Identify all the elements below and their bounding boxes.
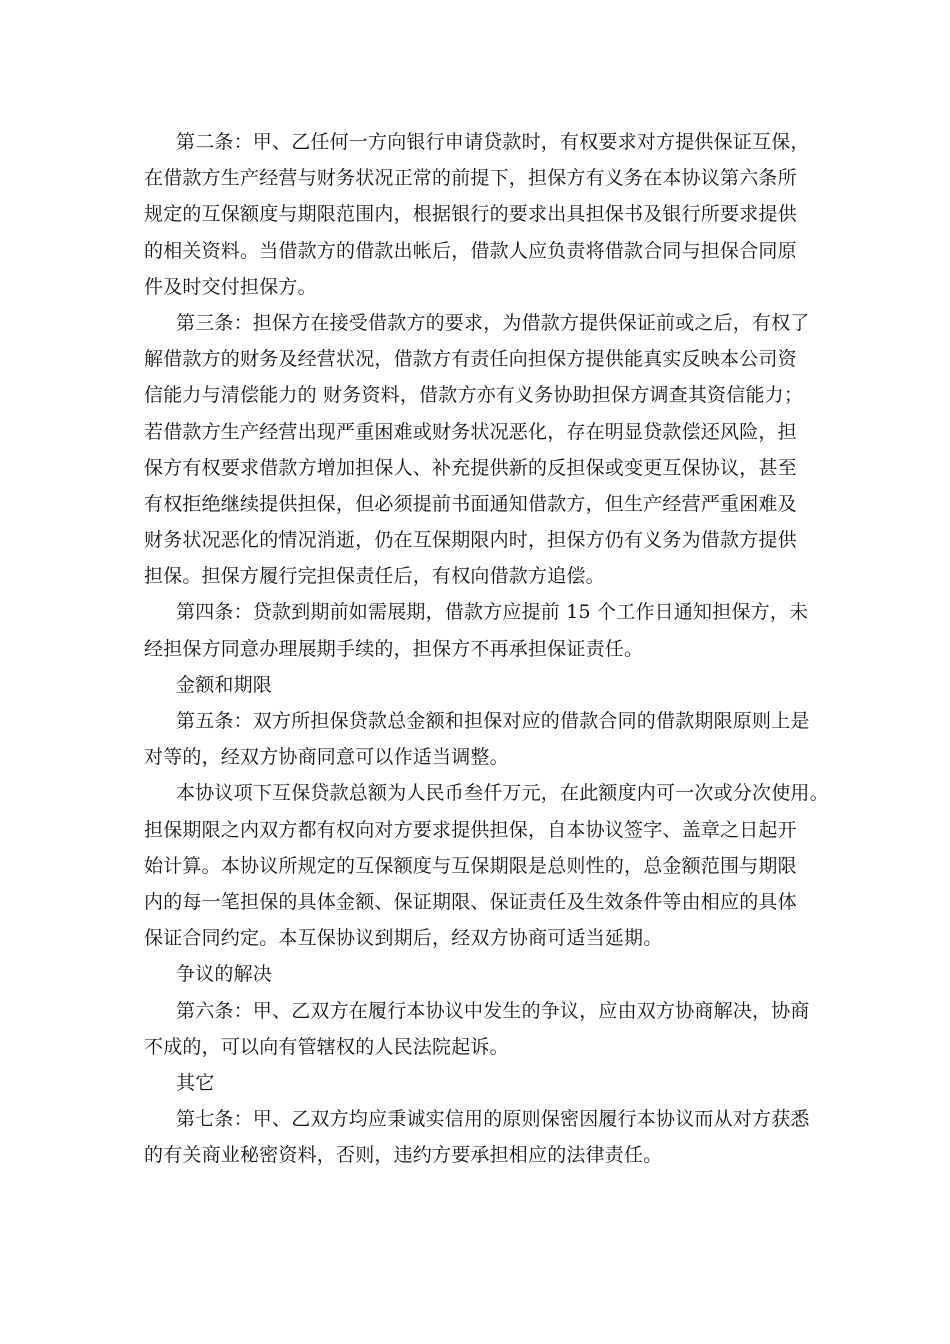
text-line: 财务状况恶化的情况消逝，仍在互保期限内时，担保方仍有义务为借款方提供	[144, 529, 797, 552]
text-line: 经担保方同意办理展期手续的，担保方不再承担保证责任。	[144, 637, 644, 660]
text-line: 第五条：双方所担保贷款总金额和担保对应的借款合同的借款期限原则上是	[176, 710, 810, 732]
text-line: 其它	[176, 1071, 215, 1094]
text-line: 规定的互保额度与期限范围内，根据银行的要求出具担保书及银行所要求提供	[144, 203, 797, 226]
text-line: 第六条：甲、乙双方在履行本协议中发生的争议，应由双方协商解决，协商	[176, 999, 810, 1022]
text-line: 解借款方的财务及经营状况，借款方有责任向担保方提供能真实反映本公司资	[144, 348, 797, 371]
text-line: 金额和期限	[176, 673, 273, 696]
text-line: 的相关资料。当借款方的借款出帐后，借款人应负责将借款合同与担保合同原	[144, 239, 797, 262]
text-line: 有权拒绝继续提供担保，但必须提前书面通知借款方，但生产经营严重困难及	[144, 492, 797, 515]
text-line: 担保期限之内双方都有权向对方要求提供担保，自本协议签字、盖章之日起开	[144, 818, 797, 841]
text-line: 内的每一笔担保的具体金额、保证期限、保证责任及生效条件等由相应的具体	[144, 890, 797, 913]
text-line: 第二条：甲、乙任何一方向银行申请贷款时，有权要求对方提供保证互保，	[176, 131, 810, 153]
text-line: 担保。担保方履行完担保责任后，有权向借款方追偿。	[144, 565, 605, 588]
text-line: 件及时交付担保方。	[144, 275, 317, 298]
text-line: 始计算。本协议所规定的互保额度与互保期限是总则性的，总金额范围与期限	[144, 854, 797, 877]
text-line: 在借款方生产经营与财务状况正常的前提下，担保方有义务在本协议第六条所	[144, 167, 797, 190]
text-line: 争议的解决	[176, 963, 273, 986]
text-line: 第三条：担保方在接受借款方的要求，为借款方提供保证前或之后，有权了	[176, 311, 810, 334]
text-line: 保方有权要求借款方增加担保人、补充提供新的反担保或变更互保协议，甚至	[144, 456, 797, 479]
text-line: 第四条：贷款到期前如需展期，借款方应提前 15 个工作日通知担保方，未	[176, 601, 809, 624]
text-line: 第七条：甲、乙双方均应秉诚实信用的原则保密因履行本协议而从对方获悉	[176, 1108, 810, 1131]
text-line: 本协议项下互保贷款总额为人民币叁仟万元，在此额度内可一次或分次使用。	[176, 782, 829, 805]
text-line: 信能力与清偿能力的 财务资料，借款方亦有义务协助担保方调查其资信能力；	[144, 384, 804, 407]
text-line: 保证合同约定。本互保协议到期后，经双方协商可适当延期。	[144, 927, 663, 950]
agreement-body	[144, 124, 829, 1173]
text-line: 的有关商业秘密资料，否则，违约方要承担相应的法律责任。	[144, 1144, 663, 1167]
text-line: 若借款方生产经营出现严重困难或财务状况恶化，存在明显贷款偿还风险，担	[144, 420, 797, 443]
text-line: 不成的，可以向有管辖权的人民法院起诉。	[144, 1035, 509, 1058]
text-line: 对等的，经双方协商同意可以作适当调整。	[144, 746, 509, 769]
